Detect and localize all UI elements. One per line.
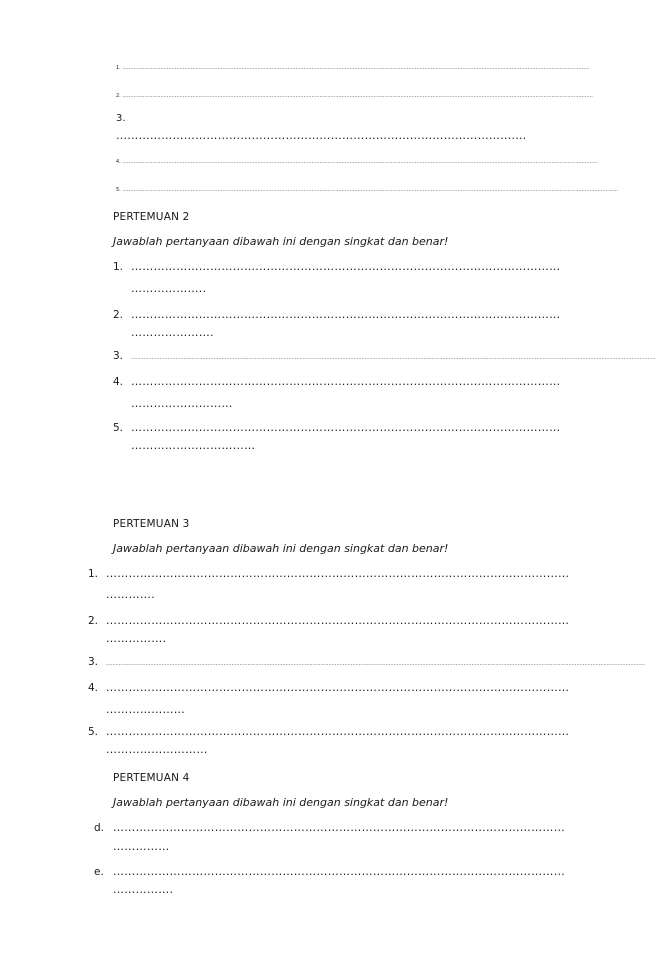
pertemuan-3-heading: PERTEMUAN 3	[113, 518, 190, 530]
item-number: 2.	[88, 615, 99, 627]
pertemuan-4-heading: PERTEMUAN 4	[113, 772, 190, 784]
top-list-item-5: 5. ........................................................................................................................................................................................................................................................................................................................	[116, 187, 619, 193]
item-number: 1.	[88, 568, 99, 580]
pertemuan-3-instruction: Jawablah pertanyaan dibawah ini dengan singkat dan benar!	[113, 542, 449, 555]
answer-line: …………………………………………………………………………………………………………	[113, 865, 565, 878]
item-number: 5.	[113, 422, 124, 434]
answer-line: ……………………………………………………………………………………………………………	[106, 567, 570, 580]
answer-line-continued: ………………….	[131, 326, 214, 339]
answer-line: ……………………………………………………………………………………………………………	[106, 681, 570, 694]
answer-line: ……………………………………………………………………………………………………………	[106, 725, 570, 738]
answer-line: ……………………………………………………………………………………………………	[131, 421, 561, 434]
answer-line-continued: …………….	[113, 883, 174, 896]
item-number: 4.	[88, 682, 99, 694]
top-list-item-1: 1. ......................................................................................................................................................................................................................................................................................................	[116, 65, 590, 71]
item-number: 4.	[113, 376, 124, 388]
answer-line: ...................................................................................................................................................................................................................................................................................................................................................	[106, 661, 645, 667]
answer-line-continued: ……………………………	[131, 439, 256, 452]
pertemuan-2-heading: PERTEMUAN 2	[113, 211, 190, 223]
answer-line: ……………………………………………………………………………………………………	[131, 260, 561, 273]
item-letter: d.	[94, 822, 105, 834]
answer-line-continued: …………………	[106, 703, 186, 716]
item-letter: e.	[94, 866, 104, 878]
answer-line-continued: ………………………	[106, 743, 208, 756]
answer-line: ……………………………………………………………………………………………………………	[106, 614, 570, 627]
item-number: 1.	[113, 261, 124, 273]
item-number: 2.	[113, 309, 124, 321]
answer-line-continued: ……………	[113, 840, 170, 853]
answer-line-continued: …………….	[106, 632, 167, 645]
top-list-item-4: 4. ...........................................................................................................................................................................................................................................................................................................	[116, 159, 598, 165]
item-number: 3.	[88, 656, 99, 668]
answer-line-continued: ………………..	[131, 282, 207, 295]
answer-line: ..........................................................................................................................................................................................................................................................................................................................................	[131, 355, 656, 361]
answer-line: ……………………………………………………………………………………………………	[131, 308, 561, 321]
answer-line-continued: ………….	[106, 588, 155, 601]
answer-line-continued: ………………………	[131, 397, 233, 410]
pertemuan-4-instruction: Jawablah pertanyaan dibawah ini dengan singkat dan benar!	[113, 796, 449, 809]
top-list-item-2: 2. ........................................................................................................................................................................................................................................................................................................	[116, 93, 593, 99]
top-list-item-3: …………………………………………………………………………………………….…	[116, 129, 527, 142]
item-number: 3.	[113, 350, 124, 362]
top-list-item-3-number: 3.	[116, 113, 126, 124]
item-number: 5.	[88, 726, 99, 738]
answer-line: ……………………………………………………………………………………………………	[131, 375, 561, 388]
pertemuan-2-instruction: Jawablah pertanyaan dibawah ini dengan singkat dan benar!	[113, 235, 449, 248]
answer-line: …………………………………………………………………………………………………………	[113, 821, 565, 834]
